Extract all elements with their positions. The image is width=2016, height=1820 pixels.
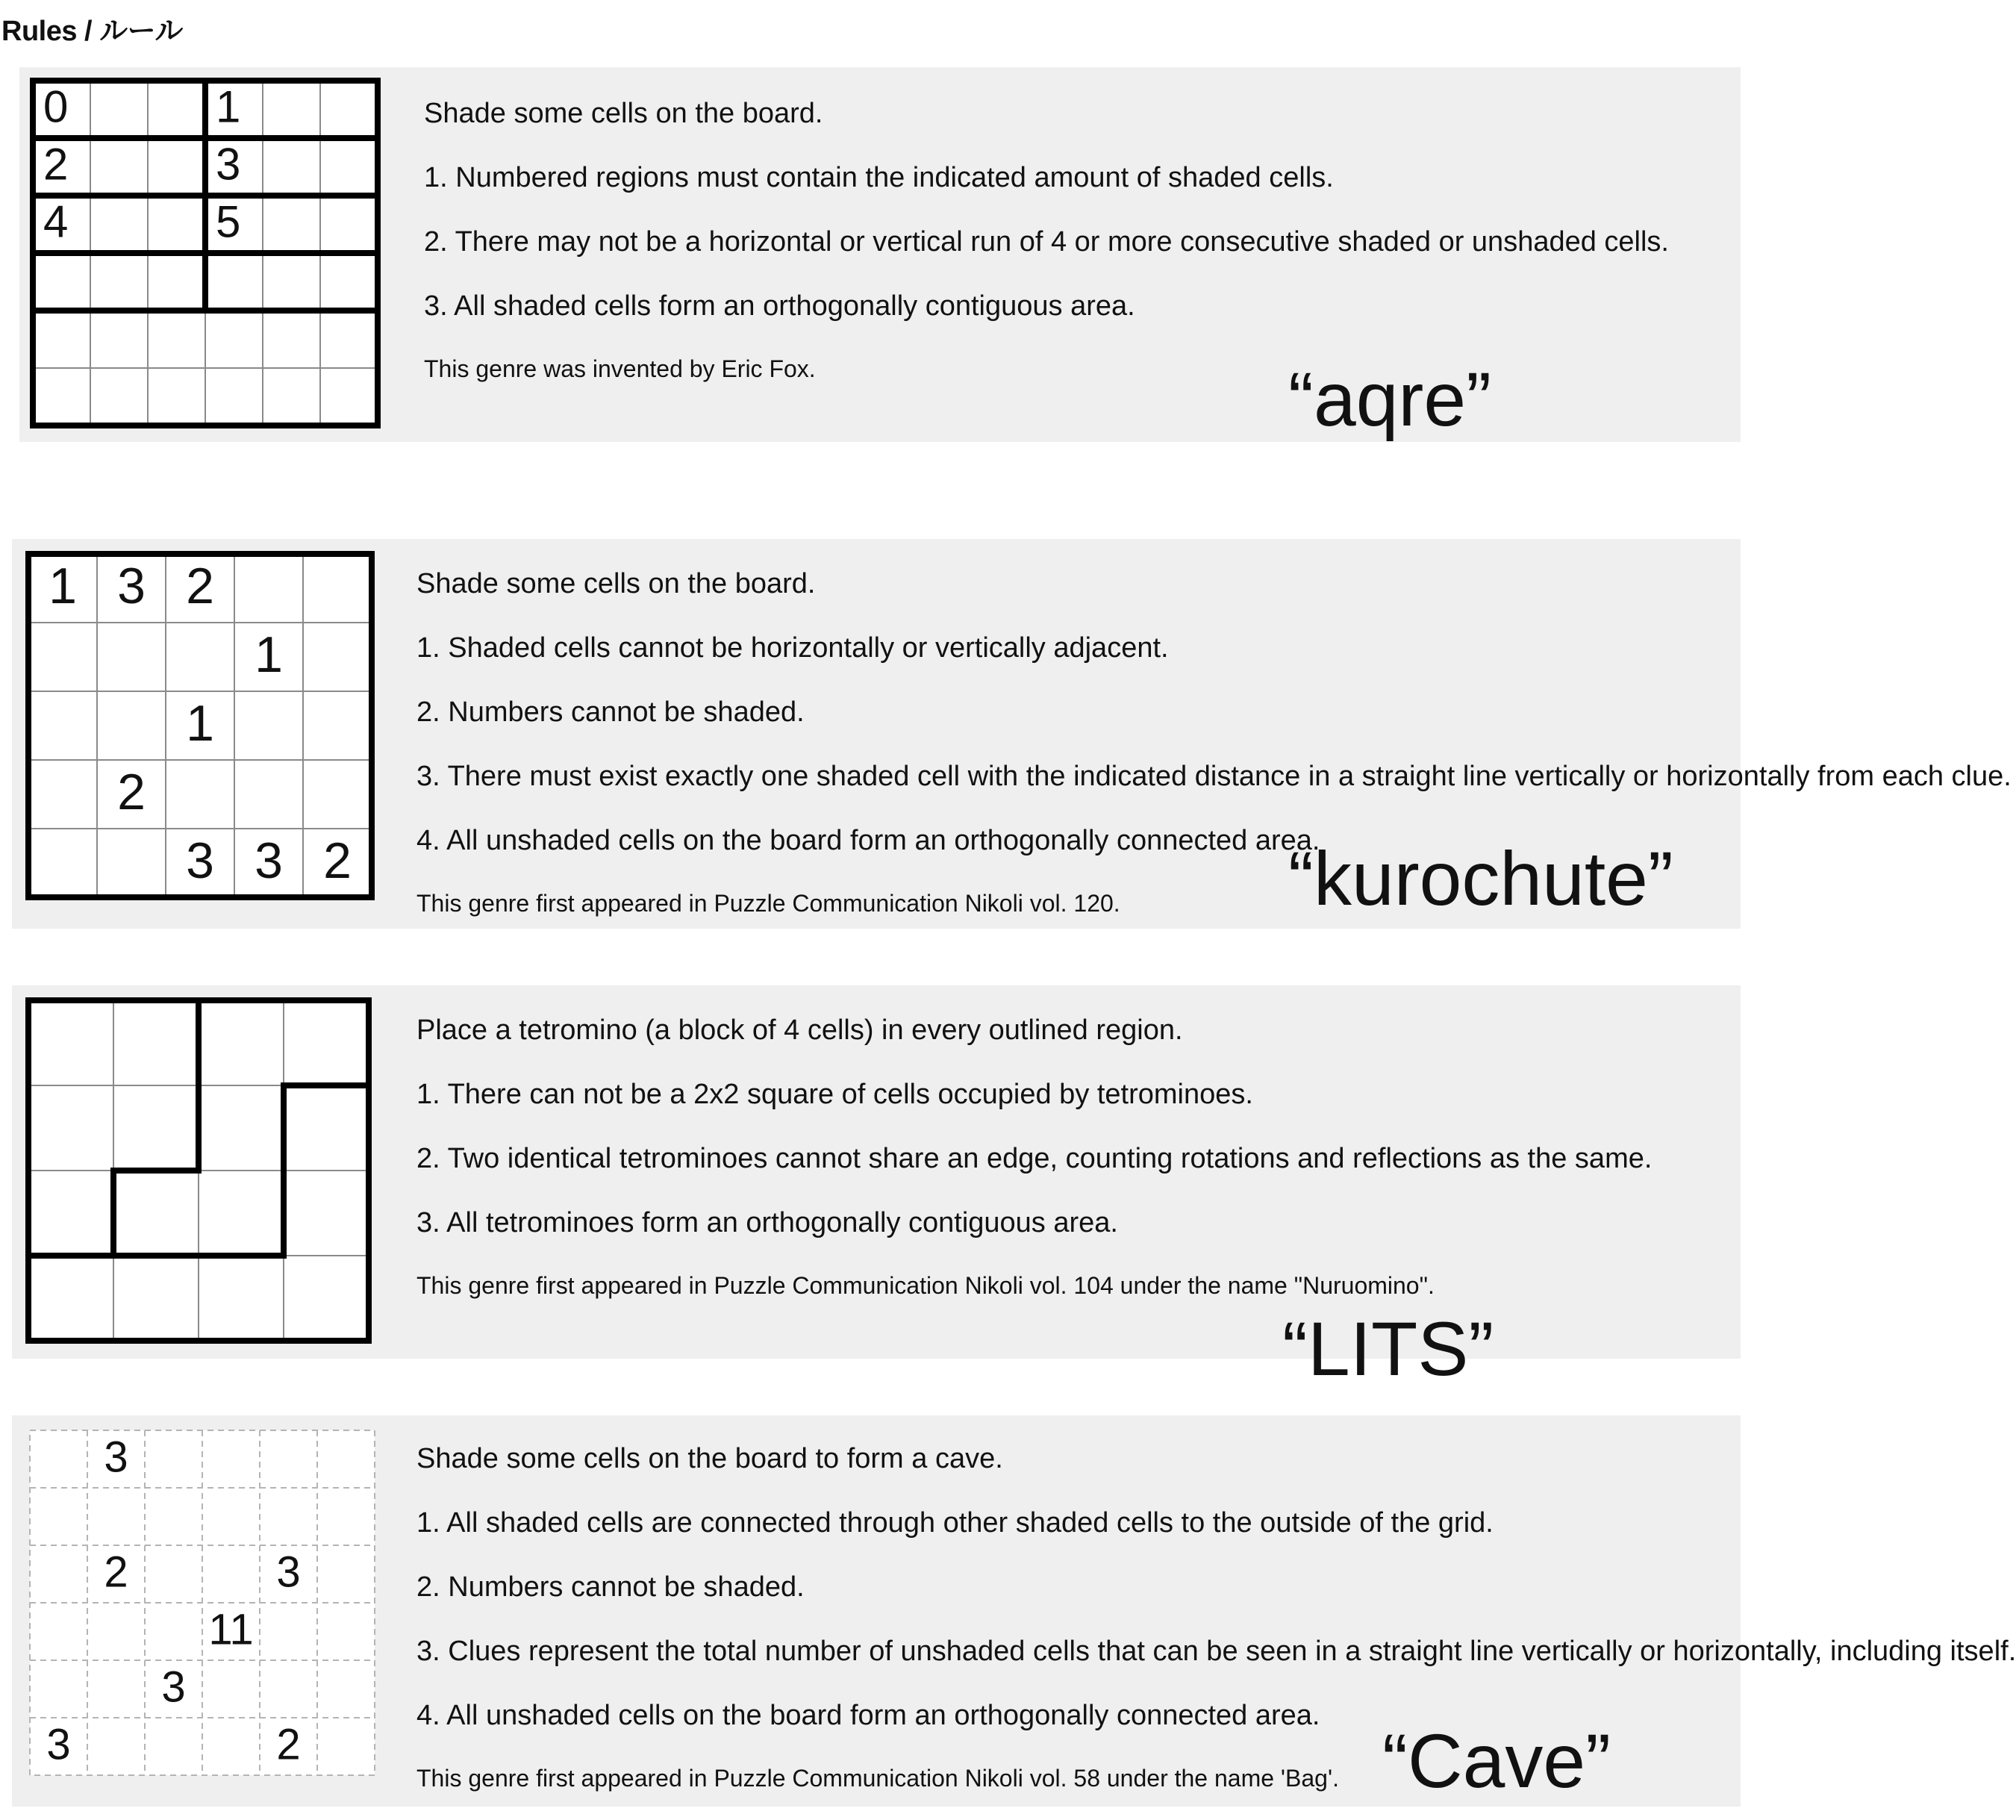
clue-number: 4 xyxy=(43,196,69,247)
rule-2: 2. Two identical tetrominoes cannot share an edge, counting rotations and reflections as the same. xyxy=(416,1143,1653,1174)
rule-3: 3. Clues represent the total number of unshaded cells that can be seen in a straight line vertically or horizontally, including itself. xyxy=(416,1636,2016,1667)
clue-number: 1 xyxy=(216,81,241,132)
genre-credit: This genre first appeared in Puzzle Communication Nikoli vol. 120. xyxy=(416,890,1120,917)
board-grid xyxy=(25,997,372,1344)
genre-credit: This genre first appeared in Puzzle Communication Nikoli vol. 58 under the name 'Bag'. xyxy=(416,1765,1339,1792)
clue-number: 2 xyxy=(186,558,214,615)
clue-number: 2 xyxy=(323,832,352,890)
rule-1: 1. All shaded cells are connected through other shaded cells to the outside of the grid. xyxy=(416,1507,1494,1539)
clue-number: 3 xyxy=(186,832,214,890)
clue-number: 1 xyxy=(49,558,77,615)
rule-card-kurochute xyxy=(12,539,2012,929)
genre-name-kurochute: “kurochute” xyxy=(1288,836,1673,921)
clue-number: 3 xyxy=(104,1433,128,1482)
clue-number: 2 xyxy=(117,764,146,821)
rule-2: 2. There may not be a horizontal or vertical run of 4 or more consecutive shaded or unshaded cells. xyxy=(424,226,1669,258)
rule-intro: Shade some cells on the board to form a cave. xyxy=(416,1443,1003,1474)
rule-card-lits xyxy=(12,985,1741,1359)
rule-1: 1. There can not be a 2x2 square of cells occupied by tetrominoes. xyxy=(416,1079,1253,1110)
rule-1: 1. Shaded cells cannot be horizontally or vertically adjacent. xyxy=(416,632,1169,664)
clue-number: 2 xyxy=(276,1720,301,1769)
rule-4: 4. All unshaded cells on the board form an orthogonally connected area. xyxy=(416,825,1320,856)
board-grid xyxy=(27,1427,378,1778)
clue-number: 1 xyxy=(186,695,214,752)
clue-number: 3 xyxy=(255,832,283,890)
lits-board xyxy=(25,997,372,1344)
rule-3: 3. There must exist exactly one shaded cell with the indicated distance in a straight line vertically or horizontally from each clue. xyxy=(416,761,2012,792)
clue-number: 0 xyxy=(43,81,69,132)
clue-number: 3 xyxy=(216,139,241,190)
rule-card-cave xyxy=(12,1415,2016,1807)
rule-1: 1. Numbered regions must contain the indicated amount of shaded cells. xyxy=(424,162,1334,193)
aqre-board xyxy=(30,78,381,428)
clue-number: 2 xyxy=(43,139,69,190)
rule-card-aqre xyxy=(19,67,1741,442)
rule-3: 3. All shaded cells form an orthogonally contiguous area. xyxy=(424,290,1135,322)
cave-board xyxy=(27,1427,378,1778)
rule-intro: Place a tetromino (a block of 4 cells) in every outlined region. xyxy=(416,1015,1183,1046)
genre-name-cave: “Cave” xyxy=(1382,1718,1611,1804)
kurochute-board xyxy=(25,551,375,900)
clue-number: 3 xyxy=(46,1720,71,1769)
clue-number: 1 xyxy=(255,626,283,684)
genre-name-aqre: “aqre” xyxy=(1288,357,1492,442)
rule-4: 4. All unshaded cells on the board form an orthogonally connected area. xyxy=(416,1700,1320,1731)
rule-2: 2. Numbers cannot be shaded. xyxy=(416,1571,805,1603)
genre-name-lits: “LITS” xyxy=(1282,1306,1494,1392)
rule-intro: Shade some cells on the board. xyxy=(424,98,823,129)
rule-intro: Shade some cells on the board. xyxy=(416,568,816,599)
clue-number: 2 xyxy=(104,1548,128,1597)
clue-number: 3 xyxy=(276,1548,301,1597)
clue-number: 3 xyxy=(161,1662,186,1712)
page-title: Rules / ルール xyxy=(1,16,183,47)
rule-2: 2. Numbers cannot be shaded. xyxy=(416,696,805,728)
clue-number: 3 xyxy=(117,558,146,615)
clue-number: 5 xyxy=(216,196,241,247)
board-grid xyxy=(25,551,375,900)
genre-credit: This genre first appeared in Puzzle Communication Nikoli vol. 104 under the name "Nuruomino". xyxy=(416,1272,1435,1299)
rule-3: 3. All tetrominoes form an orthogonally contiguous area. xyxy=(416,1207,1118,1238)
board-grid xyxy=(30,78,381,428)
clue-number: 11 xyxy=(208,1605,254,1654)
genre-credit: This genre was invented by Eric Fox. xyxy=(424,355,816,382)
